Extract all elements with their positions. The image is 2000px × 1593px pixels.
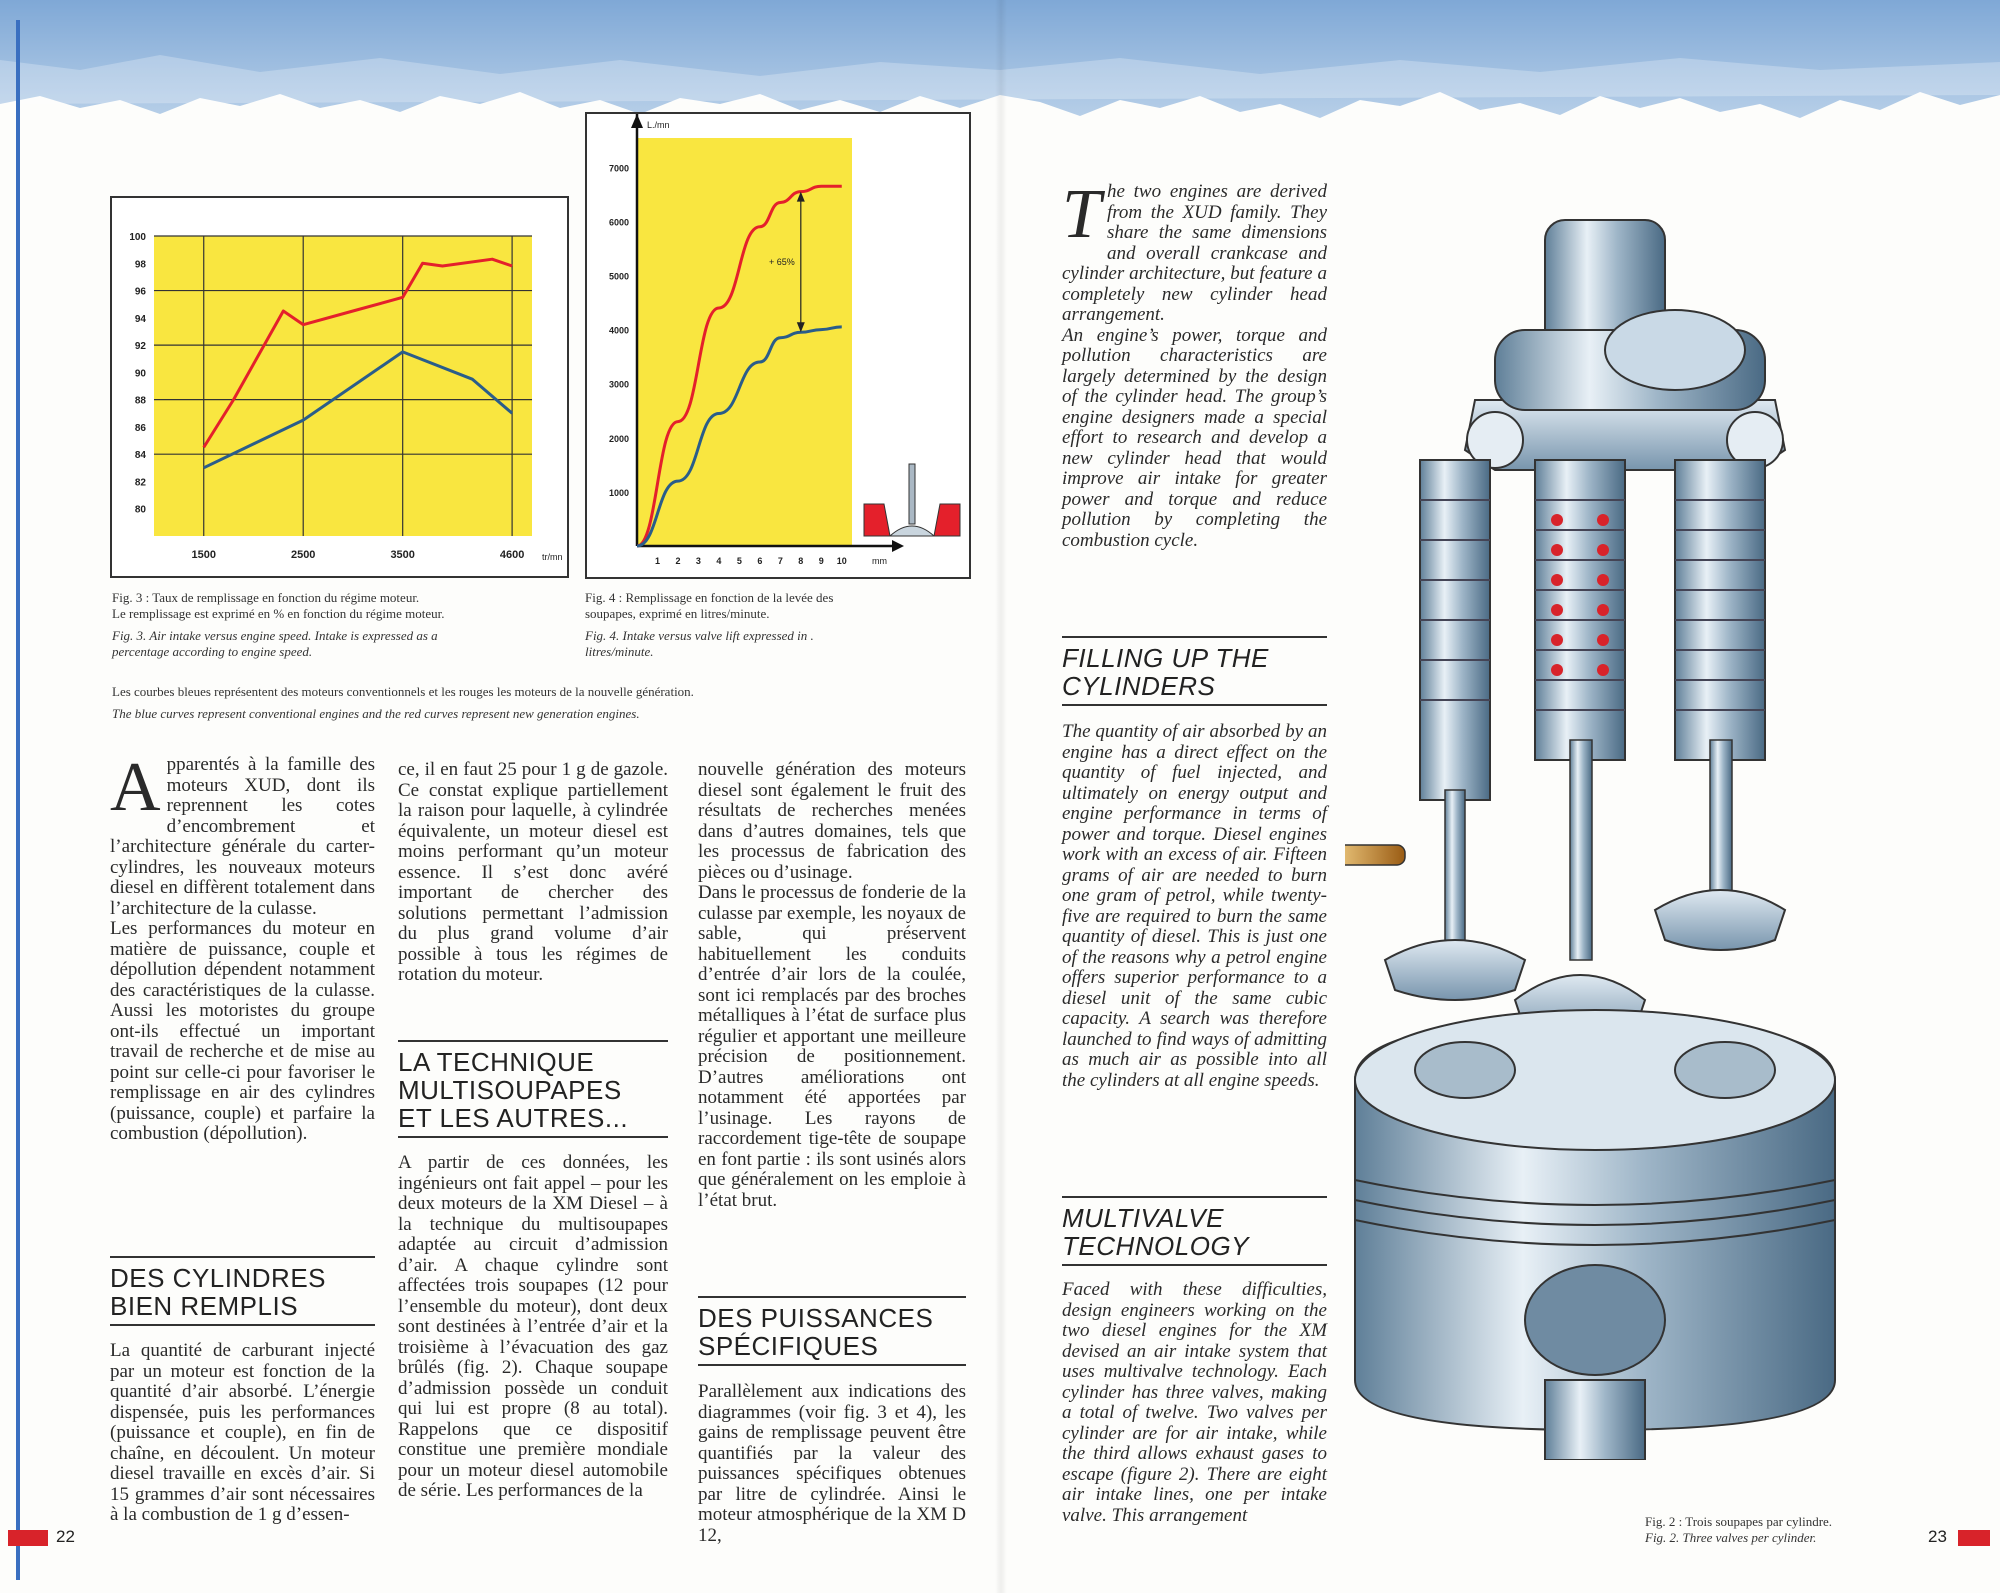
fig3-y-tick-label: 98 (134, 259, 146, 271)
heading-filling-up-line-2: CYLINDERS (1062, 671, 1216, 701)
fig2-caption (1645, 1514, 1905, 1546)
curve-legend (112, 684, 972, 722)
fig4-caption-fr-2: soupapes, exprimé en litres/minute. (585, 606, 770, 621)
fig4-x-tick-label: 10 (836, 556, 847, 566)
fig3-x-tick-label: 4600 (499, 549, 525, 561)
page-marker-left (8, 1530, 48, 1546)
fig4-x-arrow (892, 540, 904, 552)
fig2-caption-en: Fig. 2. Three valves per cylinder. (1645, 1530, 1817, 1545)
valve-lift-head (890, 526, 934, 536)
heading-multivalve-line-1: MULTIVALVE (1062, 1203, 1225, 1233)
fig4-y-tick-label: 2000 (608, 433, 629, 444)
fig4-x-tick-label: 5 (736, 556, 742, 566)
heading-multivalve (1062, 1196, 1327, 1266)
fig4-y-tick-label: 3000 (608, 379, 629, 390)
heading-des-cylindres (110, 1256, 375, 1326)
valve-lift-seat-right (934, 504, 960, 536)
column-3 (698, 760, 966, 1211)
fig3-caption-fr-2: Le remplissage est exprimé en % en fonction du régime moteur. (112, 606, 445, 621)
fig3-y-tick-label: 96 (134, 286, 146, 298)
fig4-x-tick-label: 1 (654, 556, 660, 566)
col2-paragraph-1: ce, il en faut 25 pour 1 g de gazole. Ce constat explique partiellement la raison pour laquelle, à cylindrée équivalente, un moteur diesel est moins performant qu’un moteur essence. Il s’est donc avéré important de chercher des solutions permettant l’admission du plus grand volume d’air possible à tous les régimes de rotation du moteur. (398, 759, 668, 985)
heading-la-technique-line-1: LA TECHNIQUE (398, 1047, 595, 1077)
fig4-y-tick-label: 6000 (608, 217, 629, 228)
column-4 (1062, 176, 1327, 551)
fig3-caption (112, 590, 582, 660)
fig3-x-tick-label: 2500 (290, 549, 316, 561)
dropcap-t: T (1062, 176, 1101, 253)
column-1 (110, 749, 375, 1145)
fig4-svg (587, 114, 969, 577)
fig3-caption-fr-1: Fig. 3 : Taux de remplissage en fonction du régime moteur. (112, 590, 420, 605)
valve-springs-icon (1385, 460, 1785, 1040)
fig3-y-tick-label: 84 (134, 450, 146, 462)
col2-paragraph-2: A partir de ces données, les ingénieurs ont fait appel – pour les deux moteurs de la XM Diesel – à la technique du multisoupapes adaptée au circuit d’admission d’air. A chaque cylindre sont affectées trois soupapes (12 pour l’ensemble du moteur), dont deux sont destinées à l’entrée d’air et la troisième à l’évacuation des gaz brûlés (fig. 2). Chaque soupape d’admission possède un conduit qui lui est propre (8 au total). Rappelons que ce dispositif constitue une première mondiale pour un moteur diesel automobile de série. Les performances de la (398, 1152, 668, 1501)
fig3-y-tick-label: 86 (134, 422, 146, 434)
legend-en: The blue curves represent conventional engines and the red curves represent new generation engines. (112, 706, 640, 721)
fig4-x-tick-label: 6 (757, 556, 763, 566)
fig4-x-tick-label: 4 (716, 556, 722, 566)
valve-lift-stem (909, 464, 915, 524)
glow-plug-icon (1345, 830, 1405, 880)
fig4-y-unit: L./mn (647, 120, 670, 130)
fig3-y-tick-label: 90 (134, 368, 146, 380)
col4-paragraph-2: An engine’s power, torque and pollution characteristics are largely determined by the design of the cylinder head. The group’s engine designers made a special effort to research and develop a new cylinder head that would improve air intake for greater power and torque and reduce pollution by completing the combustion cycle. (1062, 324, 1327, 551)
col1-paragraph-3: La quantité de carburant injecté par un moteur est fonction de la quantité d’air absorbé. L’énergie dispensée, puis les performances (puissance et couple), en fin de chaîne, en découlent. Un moteur diesel travaille en excès d’air. Si 15 grammes d’air sont nécessaires à la combustion de 1 g d’essen- (110, 1340, 375, 1525)
fig4-y-arrow (631, 114, 643, 128)
fig3-x-tick-label: 1500 (191, 549, 216, 561)
dropcap-a: A (110, 749, 161, 826)
fig4-x-tick-label: 3 (695, 556, 701, 566)
column-4-middle (1062, 722, 1327, 1091)
fig4-annotation-label: + 65% (769, 256, 795, 267)
fig3-y-tick-label: 82 (134, 477, 146, 489)
column-2 (398, 760, 668, 986)
rocker-assembly-icon (1465, 220, 1785, 470)
piston-icon (1355, 1010, 1835, 1460)
heading-des-puissances-line-2: SPÉCIFIQUES (698, 1331, 879, 1361)
col1-paragraph-2: Les performances du moteur en matière de puissance, couple et dépollution dépendent notamment des caractéristiques de la culasse. Aussi les motoristes du groupe ont-ils effectué un important travail de recherche et de mise au point sur celle-ci pour favoriser le remplissage en air des cylindres (puissance, couple) et parfaire la combustion (dépollution). (110, 918, 375, 1144)
fig4-caption-en-2: litres/minute. (585, 644, 654, 659)
col3-paragraph-2: Dans le processus de fonderie de la culasse par exemple, les noyaux de sable, qui préservent habituellement les conduits d’entrée d’air lors de la coulée, sont ici remplacés par des broches métalliques à l’état de surface plus régulier et apportant une meilleure précision de positionnement. D’autres améliorations ont notamment été apportées par l’usinage. Les rayons de raccordement tige-tête de soupape en font partie : ils sont usinés alors que généralement on les emploie à l’état brut. (698, 882, 967, 1211)
valve-lift-icon (864, 464, 960, 536)
fig4-caption (585, 590, 975, 660)
fig4-caption-fr-1: Fig. 4 : Remplissage en fonction de la levée des (585, 590, 834, 605)
column-3-lower (698, 1382, 966, 1546)
fig3-caption-en-1: Fig. 3. Air intake versus engine speed. Intake is expressed as a (112, 628, 438, 643)
fig3-y-tick-label: 80 (134, 504, 146, 516)
fig3-x-unit: tr/mn (542, 552, 563, 562)
page-number-left: 22 (56, 1527, 75, 1546)
heading-la-technique (398, 1040, 668, 1138)
book-spine (995, 0, 1007, 1593)
column-1-lower (110, 1341, 375, 1526)
heading-filling-up (1062, 636, 1327, 706)
column-2-lower (398, 1153, 668, 1502)
col3-paragraph-3: Parallèlement aux indications des diagrammes (voir fig. 3 et 4), les gains de remplissage peuvent être quantifiés par la valeur des puissances spécifiques obtenues par litre de cylindrée. Ainsi le moteur atmosphérique de la XM D 12, (698, 1381, 966, 1546)
column-4-lower (1062, 1280, 1327, 1526)
fig3-x-tick-label: 3500 (390, 549, 415, 561)
heading-des-puissances-line-1: DES PUISSANCES (698, 1303, 934, 1333)
fig4-y-tick-label: 7000 (608, 163, 629, 174)
page-number-right: 23 (1928, 1527, 1947, 1546)
fig4-x-unit: mm (872, 556, 887, 566)
col4-intro: he two engines are derived from the XUD family. They share the same dimensions and overall crankcase and cylinder architecture, but feature a completely new cylinder head arrangement. (1062, 181, 1327, 325)
fig3-svg (112, 198, 567, 576)
fig4-y-tick-label: 1000 (608, 487, 629, 498)
heading-des-cylindres-line-1: DES CYLINDRES (110, 1263, 326, 1293)
col1-intro: pparentés à la famille des moteurs XUD, dont ils reprennent les cotes d’encombrement et l’architecture générale du carter-cylindres, les nouveaux moteurs diesel en diffèrent totalement dans l’architecture de la culasse. (110, 754, 375, 919)
heading-la-technique-line-2: MULTISOUPAPES (398, 1075, 622, 1105)
fig4-x-tick-label: 8 (798, 556, 804, 566)
fig4-x-tick-label: 9 (818, 556, 824, 566)
fig4-y-tick-label: 5000 (608, 271, 629, 282)
fig3-caption-en-2: percentage according to engine speed. (112, 644, 313, 659)
fig3-plot-area (154, 236, 532, 536)
heading-multivalve-line-2: TECHNOLOGY (1062, 1231, 1250, 1261)
col4-paragraph-4: Faced with these difficulties, design engineers working on the two diesel engines for the XM devised an air intake system that uses multivalve technology. Each cylinder has three valves, making a total of twelve. Two valves per cylinder are for air intake, while the third allows exhaust gases to escape (figure 2). There are eight air intake lines, one per intake valve. This arrangement (1062, 1279, 1327, 1526)
fig4-chart (585, 112, 971, 579)
fig4-x-tick-label: 2 (675, 556, 681, 566)
col3-paragraph-1: nouvelle génération des moteurs diesel sont également le fruit des résultats de recherches menées dans d’autres domaines, tels que les processus de fabrication des pièces ou d’usinage. (698, 759, 966, 883)
fig3-y-tick-label: 94 (134, 313, 146, 325)
fig4-caption-en-1: Fig. 4. Intake versus valve lift expressed in . (585, 628, 814, 643)
col4-paragraph-3: The quantity of air absorbed by an engine has a direct effect on the quantity of fuel injected, and ultimately on energy output and engine performance in terms of power and torque. Diesel engines work with an excess of air. Fifteen grams of air are needed to burn one gram of petrol, while twenty-five are required to burn the same quantity of diesel. This is just one of the reasons why a petrol engine offers superior performance to a diesel unit of the same cubic capacity. A search was therefore launched to find ways of admitting as much air as possible into all the cylinders at all engine speeds. (1062, 721, 1327, 1091)
fig3-y-tick-label: 92 (134, 341, 146, 353)
valve-lift-seat-left (864, 504, 890, 536)
fig3-y-tick-label: 88 (134, 395, 146, 407)
heading-des-puissances (698, 1296, 966, 1366)
heading-la-technique-line-3: ET LES AUTRES... (398, 1103, 629, 1133)
heading-filling-up-line-1: FILLING UP THE (1062, 643, 1269, 673)
legend-fr: Les courbes bleues représentent des moteurs conventionnels et les rouges les moteurs de la nouvelle génération. (112, 684, 694, 699)
fig3-y-tick-label: 100 (129, 232, 146, 243)
fig4-y-tick-label: 4000 (608, 325, 629, 336)
valve-illustration (1345, 200, 1965, 1460)
page-edge (16, 20, 20, 1580)
heading-des-cylindres-line-2: BIEN REMPLIS (110, 1291, 299, 1321)
fig3-chart (110, 196, 569, 578)
fig4-x-tick-label: 7 (777, 556, 783, 566)
page-marker-right (1958, 1530, 1990, 1546)
fig2-caption-fr: Fig. 2 : Trois soupapes par cylindre. (1645, 1514, 1833, 1529)
